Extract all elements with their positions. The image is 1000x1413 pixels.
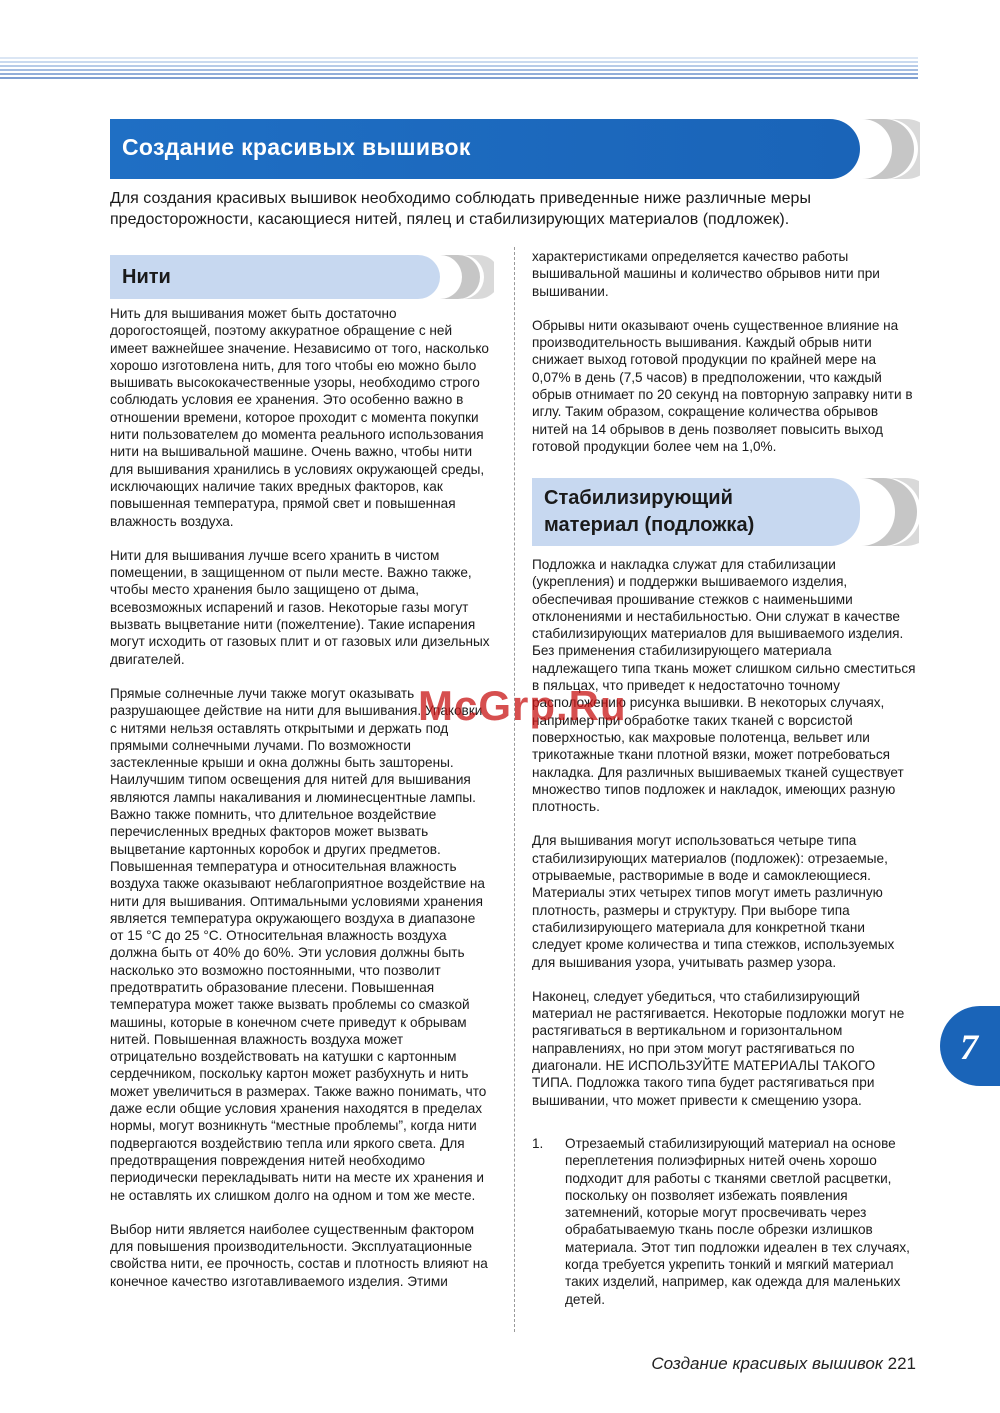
list-text: Отрезаемый стабилизирующий материал на основе переплетения полиэфирных нитей очень хорошо подходит для работы с тканями светлой расцветки, поскольку он позволяет избежать появления затемнений, которые могут просвечивать через обрабатываемую ткань после обрезки излишков материала. Этот тип подложки идеален в тех случаях, когда требуется укрепить тонкий и мягкий материал таких изделий, например, как одежда для маленьких детей. (565, 1135, 910, 1307)
list-number: 1. (532, 1135, 544, 1151)
footer-title: Создание красивых вышивок (651, 1354, 883, 1373)
threads-paragraph-4: Выбор нити является наиболее существенным фактором для повышения производительности. Эксплуатационные свойства нити, ее прочность, состав и плотность влияют на конечное качество изготавливаемого изделия. Этими (110, 1221, 488, 1289)
right-column-bottom (532, 556, 916, 1308)
chapter-tab (940, 1006, 1000, 1086)
page-title: Создание красивых вышивок (122, 134, 471, 160)
intro-text: Для создания красивых вышивок необходимо соблюдать приведенные ниже различные меры предосторожности, касающиеся нитей, пялец и стабилизирующих материалов (подложек). (110, 190, 811, 228)
chapter-number: 7 (960, 1027, 978, 1067)
page-number: 221 (887, 1354, 916, 1373)
left-column (110, 305, 490, 1307)
stabilizer-heading-line1: Стабилизирующий (544, 487, 733, 509)
list-item (532, 1135, 916, 1308)
right-paragraph-1: характеристиками определяется качество работы вышивальной машины и количество обрывов нити при вышивании. (532, 249, 880, 299)
threads-heading-banner (110, 255, 440, 299)
stabilizer-paragraph-3: Наконец, следует убедиться, что стабилизирующий материал не растягивается. Некоторые подложки могут не растягиваться в вертикальном и горизонтальном направлениях, но при этом могут растягиваться по диагонали. НЕ ИСПОЛЬЗУЙТЕ МАТЕРИАЛЫ ТАКОГО ТИПА. Подложка такого типа будет растягиваться при вышивании, что может привести к смещению узора. (532, 988, 905, 1108)
threads-heading: Нити (122, 266, 171, 288)
stabilizer-paragraph-2: Для вышивания могут использоваться четыре типа стабилизирующих материалов (подложек): отрезаемые, отрываемые, растворимые в воде и самоклеющиеся. Материалы этих четырех типов могут иметь различную плотность, размеры и структуру. При выборе типа стабилизирующего материала для конкретной ткани следует кроме количества и типа стежков, используемых для вышивания узора, учитывать размер узора. (532, 833, 895, 970)
header-stripes (0, 57, 918, 83)
threads-arc-decoration (436, 254, 494, 300)
right-column-top (532, 248, 916, 472)
page-footer (651, 1354, 916, 1374)
stabilizer-heading-line2: материал (подложка) (544, 514, 755, 536)
threads-paragraph-1: Нить для вышивания может быть достаточно дорогостоящей, поэтому аккуратное обращение с ней имеет важнейшее значение. Независимо от того, насколько хорошо изготовлена нить, для того чтобы ею можно было вышивать высококачественные узоры, необходимо строго соблюдать условия ее хранения. Это особенно важно в отношении времени, которое проходит с момента покупки нити пользователем до момента реального использования нити на вышивальной машине. Очень важно, чтобы нити для вышивания хранились в условиях окружающей среды, исключающих наличие таких вредных факторов, как повышенная температура, прямой свет и повышенная влажность воздуха. (110, 306, 489, 529)
right-paragraph-2: Обрывы нити оказывают очень существенное влияние на производительность вышивания. Каждый обрыв нити снижает выход готовой продукции по крайней мере на 0,07% в день (7,5 часов) в предположении, что каждый обрыв отнимает по 20 секунд на повторную заправку нити в иглу. Таким образом, сокращение количества обрывов нитей на 14 обрывов в день позволяет повысить выход готовой продукции более чем на 1,0%. (532, 317, 913, 454)
title-arc-decoration (858, 117, 920, 181)
watermark: McGrp.Ru (418, 682, 627, 729)
threads-paragraph-2: Нити для вышивания лучше всего хранить в чистом помещении, в защищенном от пыли месте. Важно также, чтобы место хранения было защищено от дыма, всевозможных испарений и газов. Некоторые газы могут вызвать выцветание нити (пожелтение). Такие испарения могут исходить от газовых плит и от газовых или дизельных двигателей. (110, 547, 490, 667)
threads-paragraph-3: Прямые солнечные лучи также могут оказывать разрушающее действие на нити для вышивания. Упаковки с нитями нельзя оставлять открытыми и держать под прямыми солнечными лучами. По возможности застекленные крыши и окна должны быть зашторены. Наилучшим типом освещения для нитей для вышивания являются лампы накаливания и люминесцентные лампы. Важно также помнить, что длительное воздействие перечисленных вредных факторов может вызвать выцветание картонных коробок и других предметов. Повышенная температура и относительная влажность воздуха также оказывают неблагоприятное воздействие на нити для вышивания. Оптимальными условиями хранения является температура окружающего воздуха в диапазоне от 15 °C до 25 °C. Относительная влажность воздуха должна быть от 40% до 60%. Эти условия должны быть насколько это возможно постоянными, что позволит предотвратить образование плесени. Повышенная температура может также вызвать проблемы со смазкой машины, которые в конечном счете приведут к обрывам нитей. Повышенная влажность воздуха может отрицательно воздействовать на катушки с картонным сердечником, поскольку картон может разбухнуть и нить может увеличиться в размерах. Также важно понимать, что даже если общие условия хранения находятся в пределах нормы, могут возникнуть “местные проблемы”, когда нити подвергаются воздействию тепла или яркого света. Для предотвращения повреждения нитей необходимо периодически перекладывать нити на месте их хранения и не оставлять их слишком долго на одном и том же месте. (110, 685, 487, 1203)
stabilizer-heading-banner (532, 478, 860, 546)
stabilizer-paragraph-1: Подложка и накладка служат для стабилизации (укрепления) и поддержки вышиваемого изделия, обеспечивая прошивание стежков с наименьшими отклонениями и нестабильностью. Они служат в качестве стабилизирующих материалов для вышиваемого изделия. Без применения стабилизирующего материала надлежащего типа ткань может слишком сильно сместиться в пяльцах, что приведет к недостаточно точному расположению рисунка вышивки. В некоторых случаях, например при обработке таких тканей с ворсистой поверхностью, как махровые полотенца, вельвет или трикотажные ткани плотной вязки, может потребоваться накладка. Для различных вышиваемых тканей существует множество типов подложек и накладок, имеющих разную плотность. (532, 557, 916, 815)
stabilizer-arc-decoration (857, 476, 919, 548)
column-divider (514, 247, 515, 1332)
page-title-banner (110, 119, 860, 179)
